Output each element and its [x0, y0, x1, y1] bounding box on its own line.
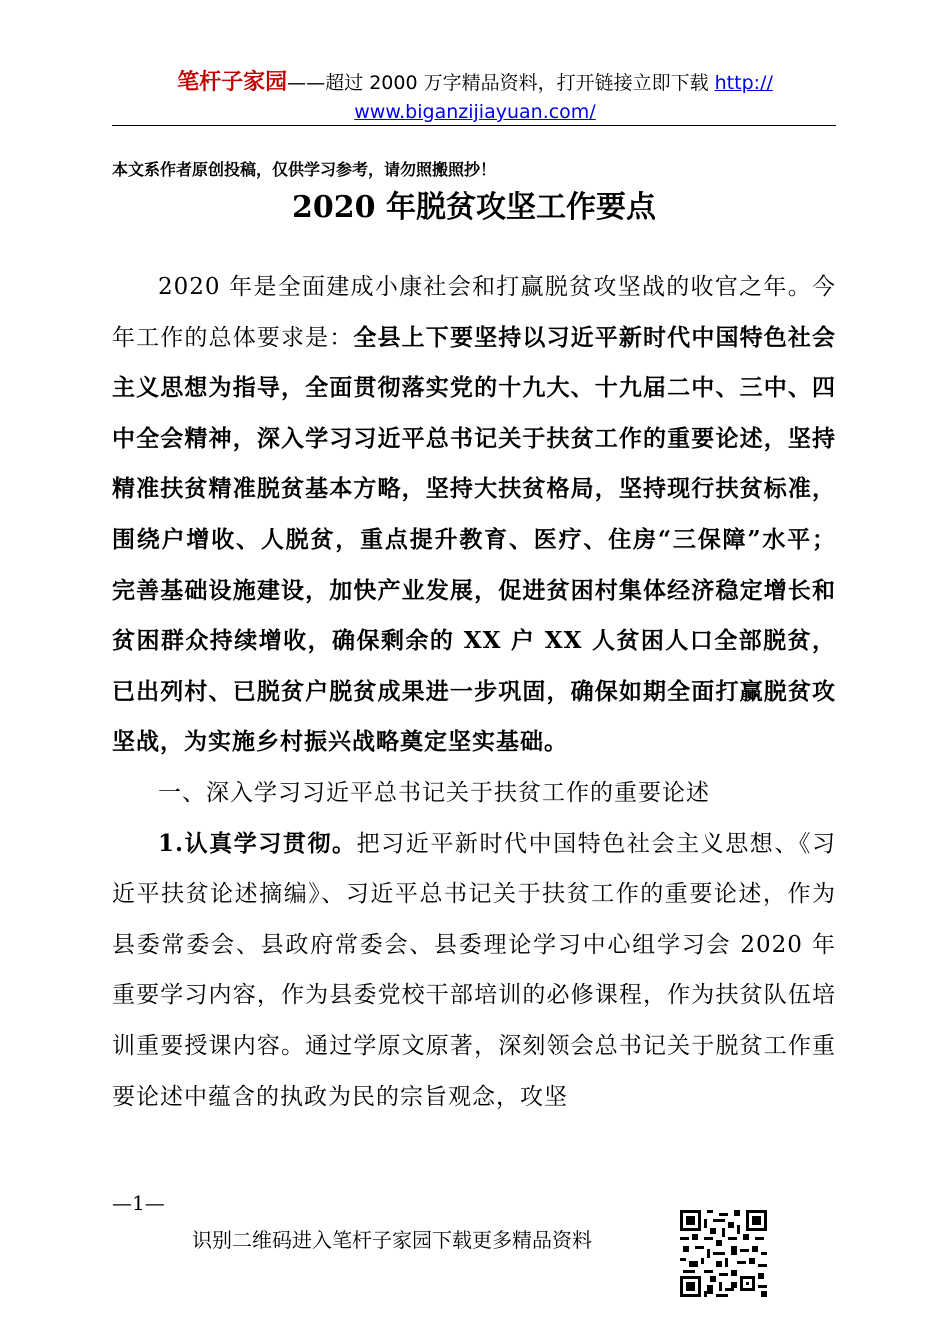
item-paragraph: [112, 819, 836, 1123]
item-lead: 1.认真学习贯彻。: [158, 829, 357, 857]
section-heading: 一、深入学习习近平总书记关于扶贫工作的重要论述: [158, 779, 710, 806]
download-link-part1[interactable]: http://: [714, 72, 773, 94]
footer-text: 识别二维码进入笔杆子家园下载更多精品资料: [192, 1228, 592, 1252]
copyright-notice: 本文系作者原创投稿，仅供学习参考，请勿照搬照抄！: [112, 160, 497, 179]
brand-name: 笔杆子家园: [177, 70, 288, 95]
qr-code-icon[interactable]: [680, 1210, 767, 1297]
item-text: 把习近平新时代中国特色社会主义思想、《习近平扶贫论述摘编》、习近平总书记关于扶贫工作的重要论述，作为县委常委会、县政府常委会、县委理论学习中心组学习会 2020 年重要学习内容，作为县委党校干部培训的必修课程，作为扶贫队伍培训重要授课内容。通过学原文原著，深刻领会总书记关于脱贫工作重要论述中蕴含的执政为民的宗旨观念，攻坚: [112, 830, 837, 1110]
document-title: 2020 年脱贫攻坚工作要点: [292, 190, 656, 225]
page-header: [112, 68, 838, 127]
intro-paragraph: [112, 262, 836, 768]
intro-bold-text: 全县上下要坚持以习近平新时代中国特色社会主义思想为指导，全面贯彻落实党的十九大、十九届二中、三中、四中全会精神，深入学习习近平总书记关于扶贫工作的重要论述，坚持精准扶贫精准脱贫基本方略，坚持大扶贫格局，坚持现行扶贫标准，围绕户增收、人脱贫，重点提升教育、医疗、住房“三保障”水平；完善基础设施建设，加快产业发展，促进贫困村集体经济稳定增长和贫困群众持续增收，确保剩余的 XX 户 XX 人贫困人口全部脱贫，已出列村、已脱贫户脱贫成果进一步巩固，确保如期全面打赢脱贫攻坚战，为实施乡村振兴战略奠定坚实基础。: [112, 323, 837, 756]
intro-lead: 2020 年是全面建成小康社会和打赢脱贫攻坚战的收官之年。今年工作的总体要求是：: [112, 274, 836, 351]
document-body: [112, 262, 836, 1122]
header-tagline: ——超过 2000 万字精品资料，打开链接立即下载: [287, 72, 715, 94]
download-link-part2[interactable]: www.biganzijiayuan.com/: [354, 101, 596, 123]
page-number: —1—: [112, 1191, 165, 1215]
header-divider: [112, 125, 836, 126]
